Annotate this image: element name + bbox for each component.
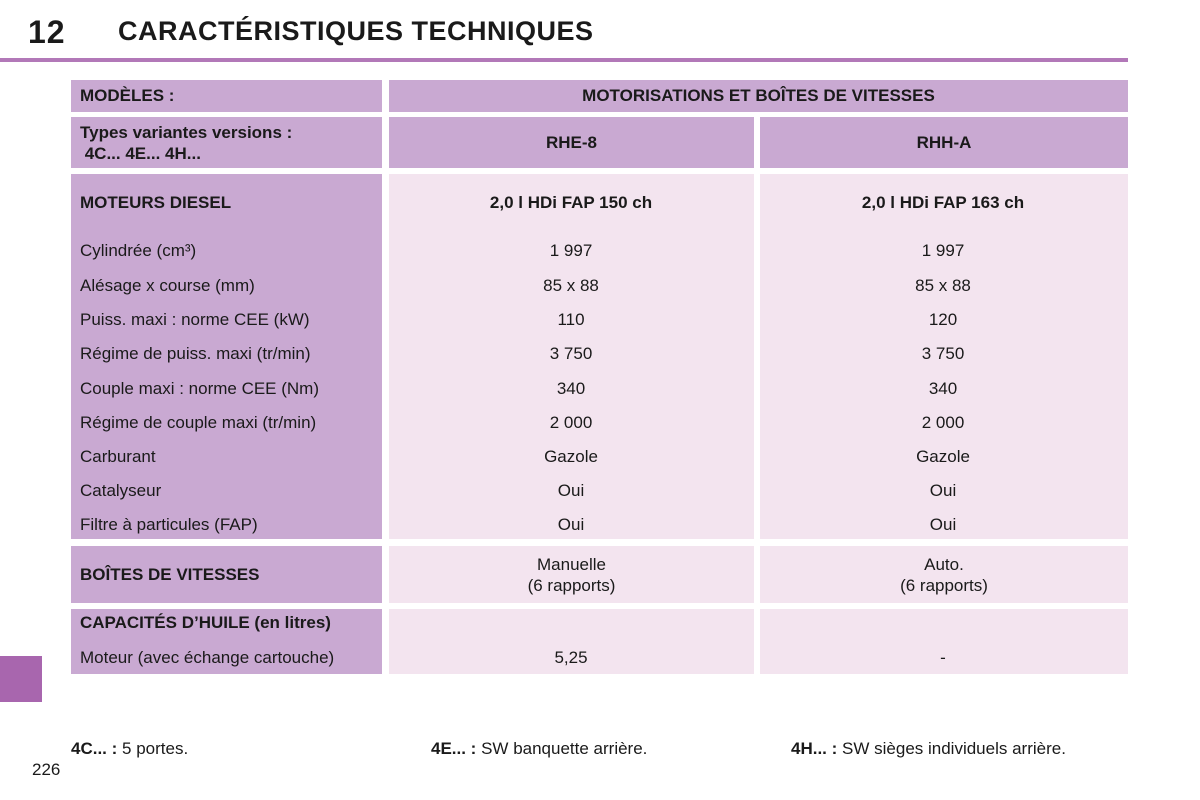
types-header xyxy=(71,117,382,168)
spec-value: Gazole xyxy=(916,447,970,466)
models-label: MODÈLES : xyxy=(80,86,175,105)
gearbox-header xyxy=(71,546,382,603)
footer-text: 5 portes. xyxy=(117,739,189,758)
engine-code-label: RHH-A xyxy=(916,132,972,152)
footer-text: SW sièges individuels arrière. xyxy=(837,739,1066,758)
spec-value: 110 xyxy=(557,310,585,329)
spec-label: Régime de puiss. maxi (tr/min) xyxy=(80,344,311,363)
motorisations-label: MOTORISATIONS ET BOÎTES DE VITESSES xyxy=(582,86,935,105)
footer-note-4h xyxy=(791,739,1066,759)
engine-code-label: RHE-8 xyxy=(545,132,597,152)
spec-label: Alésage x course (mm) xyxy=(80,276,255,295)
engine-code-rhe8 xyxy=(389,117,754,168)
footer-code: 4C... : xyxy=(71,739,118,758)
spec-value: Oui xyxy=(929,481,957,500)
spec-value: Oui xyxy=(557,481,585,500)
gearbox-type: Manuelle xyxy=(537,554,606,574)
spec-label: Catalyseur xyxy=(80,481,162,500)
gearbox-label: BOÎTES DE VITESSES xyxy=(80,564,260,584)
gearbox-value-col1 xyxy=(389,546,754,603)
spec-value: 3 750 xyxy=(921,344,965,363)
motorisations-header xyxy=(389,80,1128,112)
footer-text: SW banquette arrière. xyxy=(476,739,648,758)
gearbox-ratios: (6 rapports) xyxy=(900,575,988,595)
spec-value: 340 xyxy=(556,379,586,398)
engine-code-rhha xyxy=(760,117,1128,168)
engine-name: 2,0 l HDi FAP 163 ch xyxy=(861,193,1025,212)
spec-label: Régime de couple maxi (tr/min) xyxy=(80,413,317,432)
spec-value: 3 750 xyxy=(549,344,593,363)
spec-label: Puiss. maxi : norme CEE (kW) xyxy=(80,310,310,329)
types-codes: 4C... 4E... 4H... xyxy=(80,143,201,163)
spec-value: 85 x 88 xyxy=(915,276,971,295)
footer-code: 4E... : xyxy=(431,739,477,758)
spec-label: Carburant xyxy=(80,447,156,466)
spec-value: 2 000 xyxy=(549,413,593,432)
spec-value: Oui xyxy=(557,515,585,534)
oil-value: - xyxy=(940,648,946,667)
spec-value: 2 000 xyxy=(921,413,965,432)
engine-name: 2,0 l HDi FAP 150 ch xyxy=(489,193,653,212)
chapter-side-tab xyxy=(0,656,42,702)
oil-row-label: Moteur (avec échange cartouche) xyxy=(80,648,335,667)
spec-value: 340 xyxy=(928,379,958,398)
footer-note-4e xyxy=(431,739,647,759)
spec-label: Cylindrée (cm³) xyxy=(80,241,197,260)
oil-heading: CAPACITÉS D’HUILE (en litres) xyxy=(80,613,331,632)
spec-value: 85 x 88 xyxy=(543,276,599,295)
page-number: 226 xyxy=(32,760,61,779)
title-rule xyxy=(0,58,1128,62)
gearbox-type: Auto. xyxy=(924,554,964,574)
spec-value: Gazole xyxy=(544,447,598,466)
spec-value: Oui xyxy=(929,515,957,534)
footer-note-4c xyxy=(71,739,188,759)
gearbox-value-col2 xyxy=(760,546,1128,603)
spec-label: Couple maxi : norme CEE (Nm) xyxy=(80,379,320,398)
spec-value: 120 xyxy=(928,310,958,329)
types-label: Types variantes versions : xyxy=(80,122,293,142)
spec-label: Filtre à particules (FAP) xyxy=(80,515,258,534)
chapter-number: 12 xyxy=(28,14,66,50)
page-title: CARACTÉRISTIQUES TECHNIQUES xyxy=(118,16,594,46)
models-header xyxy=(71,80,382,112)
footer-code: 4H... : xyxy=(791,739,838,758)
spec-value: 1 997 xyxy=(549,241,593,260)
oil-value: 5,25 xyxy=(554,648,588,667)
diesel-heading: MOTEURS DIESEL xyxy=(80,193,232,212)
gearbox-ratios: (6 rapports) xyxy=(527,575,616,595)
spec-value: 1 997 xyxy=(921,241,965,260)
